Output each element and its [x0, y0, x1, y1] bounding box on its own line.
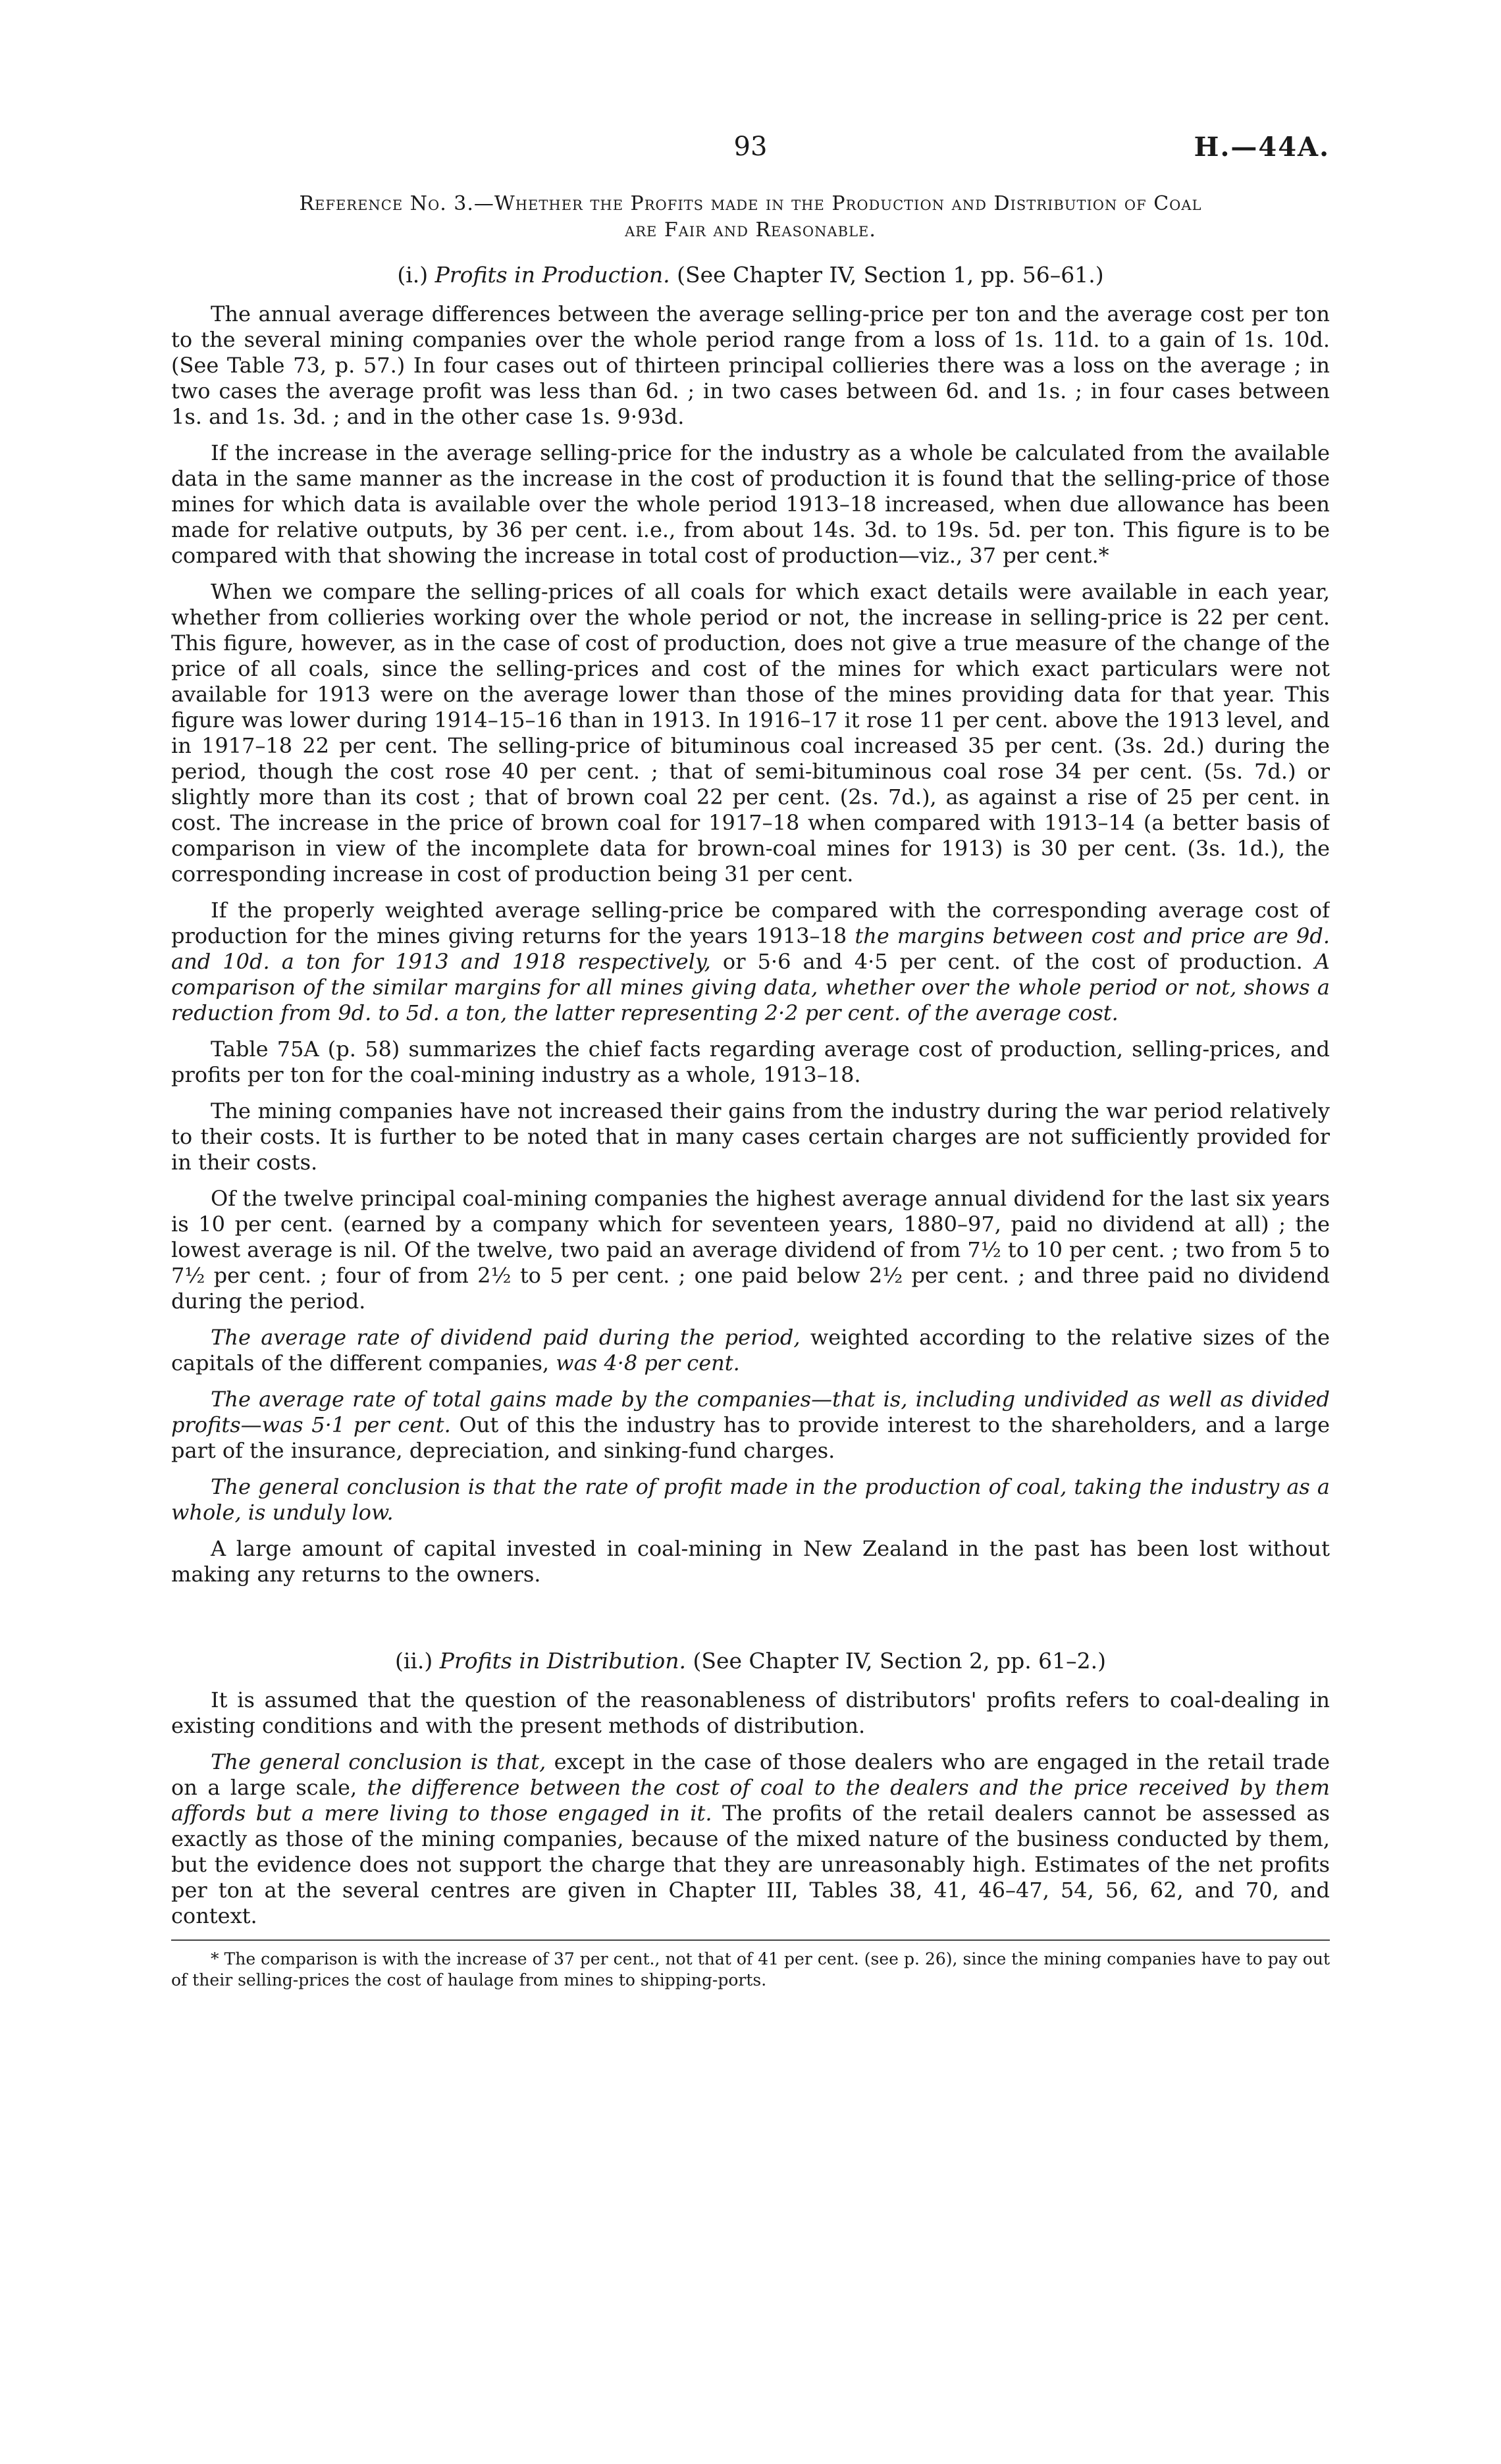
paragraph-2: If the increase in the average selling-price for the industry as a whole be calculated from the available data in the same manner as the increase in the cost of production it is found that the selling-price of those mines for which data is available over the whole period 1913–18 increased, when due allowance has been made for relative outputs, by 36 per cent. i.e., from about 14s. 3d. to 19s. 5d. per ton. This figure is to be compared with that showing the increase in total cost of production—viz., 37 per cent.* — [171, 440, 1330, 568]
footnote: * The comparison is with the increase of 37 per cent., not that of 41 per cent. (see p. 26), since the mining companies have to pay out of their selling-prices the cost of haulage from mines to shipping-ports. — [171, 1949, 1330, 1989]
section-label: (ii.) — [394, 1648, 440, 1674]
paragraph-10 — [171, 1474, 1330, 1526]
paragraph-5: Table 75A (p. 58) summarizes the chief facts regarding average cost of production, selling-prices, and profits per ton for the coal-mining industry as a whole, 1913–18. — [171, 1037, 1330, 1087]
paragraph-9 — [171, 1387, 1330, 1464]
text-run: weighted according to the relative sizes of the capitals of the different companies, — [171, 1325, 1330, 1375]
emphasis-run: the difference between the cost of coal to the dealers and the price received by them affords but a mere living to those engaged in it. — [171, 1775, 1330, 1826]
section-title: Profits in Production. — [434, 262, 670, 288]
reference-title — [171, 191, 1330, 244]
emphasis-run: A comparison of the similar margins for all mines giving data, whether over the whole period or not, shows a reduction from 9d. to 5d. a ton, the latter representing 2·2 per cent. of the average cost. — [171, 949, 1330, 1025]
footnote-divider — [171, 1939, 1330, 1941]
page-number: 93 — [733, 132, 768, 162]
emphasis-run: was 4·8 per cent. — [556, 1350, 740, 1375]
section-reference: (See Chapter IV, Section 1, pp. 56–61.) — [670, 262, 1104, 288]
text-run: The profits of the retail dealers cannot be assessed as exactly as those of the mining companies, because of the mixed nature of the business conducted by them, but the evidence does not support the charge that they are unreasonably high. Estimates of the net profits per ton at the several centres are given in Chapter III, Tables 38, 41, 46–47, 54, 56, 62, and 70, and context. — [171, 1801, 1330, 1928]
emphasis-run: the margins between cost and price are 9d. and 10d. a ton for 1913 and 1918 respectively, — [171, 923, 1330, 974]
text-run: Out of this the industry has to provide interest to the shareholders, and a large part of the insurance, depreciation, and sinking-fund charges. — [171, 1412, 1330, 1463]
section-reference: (See Chapter IV, Section 2, pp. 61–2.) — [685, 1648, 1107, 1674]
paragraph-13 — [171, 1749, 1330, 1929]
paragraph-7: Of the twelve principal coal-mining companies the highest average annual dividend for the last six years is 10 per cent. (earned by a company which for seventeen years, 1880–97, paid no dividend at all) ; the lowest average is nil. Of the twelve, two paid an average dividend of from 7½ to 10 per cent. ; two from 5 to 7½ per cent. ; four of from 2½ to 5 per cent. ; one paid below 2½ per cent. ; and three paid no dividend during the period. — [171, 1186, 1330, 1314]
page-header — [171, 118, 1330, 178]
text-run: If the properly weighted average selling-price be compared with the corresponding average cost of production for the mines giving returns for the years 1913–18 — [171, 898, 1330, 948]
paragraph-4 — [171, 898, 1330, 1026]
emphasis-run: The general conclusion is that, — [211, 1749, 546, 1774]
document-reference: H.—44A. — [1194, 132, 1330, 163]
paragraph-6: The mining companies have not increased their gains from the industry during the war period relatively to their costs. It is further to be noted that in many cases certain charges are not sufficiently provided for in their costs. — [171, 1098, 1330, 1175]
section-title: Profits in Distribution. — [439, 1648, 686, 1674]
reference-title-line-2: are Fair and Reasonable. — [625, 218, 876, 242]
paragraph-1: The annual average differences between the average selling-price per ton and the average cost per ton to the several mining companies over the whole period range from a loss of 1s. 11d. to a gain of 1s. 10d. (See Table 73, p. 57.) In four cases out of thirteen principal collieries there was a loss on the average ; in two cases the average profit was less than 6d. ; in two cases between 6d. and 1s. ; in four cases between 1s. and 1s. 3d. ; and in the other case 1s. 9·93d. — [171, 301, 1330, 429]
reference-title-line-1: Reference No. 3.—Whether the Profits made in the Production and Distribution of Coal — [299, 192, 1202, 215]
text-run: or 5·6 and 4·5 per cent. of the cost of production. — [710, 949, 1315, 974]
paragraph-3: When we compare the selling-prices of all coals for which exact details were available in each year, whether from collieries working over the whole period or not, the increase in selling-price is 22 per cent. This figure, however, as in the case of cost of production, does not give a true measure of the change of the price of all coals, since the selling-prices and cost of the mines for which exact particulars were not available for 1913 were on the average lower than those of the mines providing data for that year. This figure was lower during 1914–15–16 than in 1913. In 1916–17 it rose 11 per cent. above the 1913 level, and in 1917–18 22 per cent. The selling-price of bituminous coal increased 35 per cent. (3s. 2d.) during the period, though the cost rose 40 per cent. ; that of semi-bituminous coal rose 34 per cent. (5s. 7d.) or slightly more than its cost ; that of brown coal 22 per cent. (2s. 7d.), as against a rise of 25 per cent. in cost. The increase in the price of brown coal for 1917–18 when compared with 1913–14 (a better basis of comparison in view of the incomplete data for brown-coal mines for 1913) is 30 per cent. (3s. 1d.), the corresponding increase in cost of production being 31 per cent. — [171, 579, 1330, 886]
text-run: except in the case of those dealers who are engaged in the retail trade on a large scale, — [171, 1749, 1330, 1800]
section-heading-distribution — [171, 1647, 1330, 1676]
document-page — [171, 118, 1330, 2396]
paragraph-12: It is assumed that the question of the reasonableness of distributors' profits refers to coal-dealing in existing conditions and with the present methods of distribution. — [171, 1687, 1330, 1738]
paragraph-8 — [171, 1325, 1330, 1376]
section-heading-production — [171, 261, 1330, 290]
paragraph-11: A large amount of capital invested in coal-mining in New Zealand in the past has been lost without making any returns to the owners. — [171, 1536, 1330, 1587]
emphasis-run: The general conclusion is that the rate of profit made in the production of coal, taking the industry as a whole, is unduly low. — [171, 1474, 1330, 1525]
emphasis-run: The average rate of dividend paid during the period, — [211, 1325, 801, 1350]
section-label: (i.) — [397, 262, 435, 288]
emphasis-run: The average rate of total gains made by the companies—that is, including undivided as well as divided profits—was 5·1 per cent. — [171, 1387, 1330, 1437]
